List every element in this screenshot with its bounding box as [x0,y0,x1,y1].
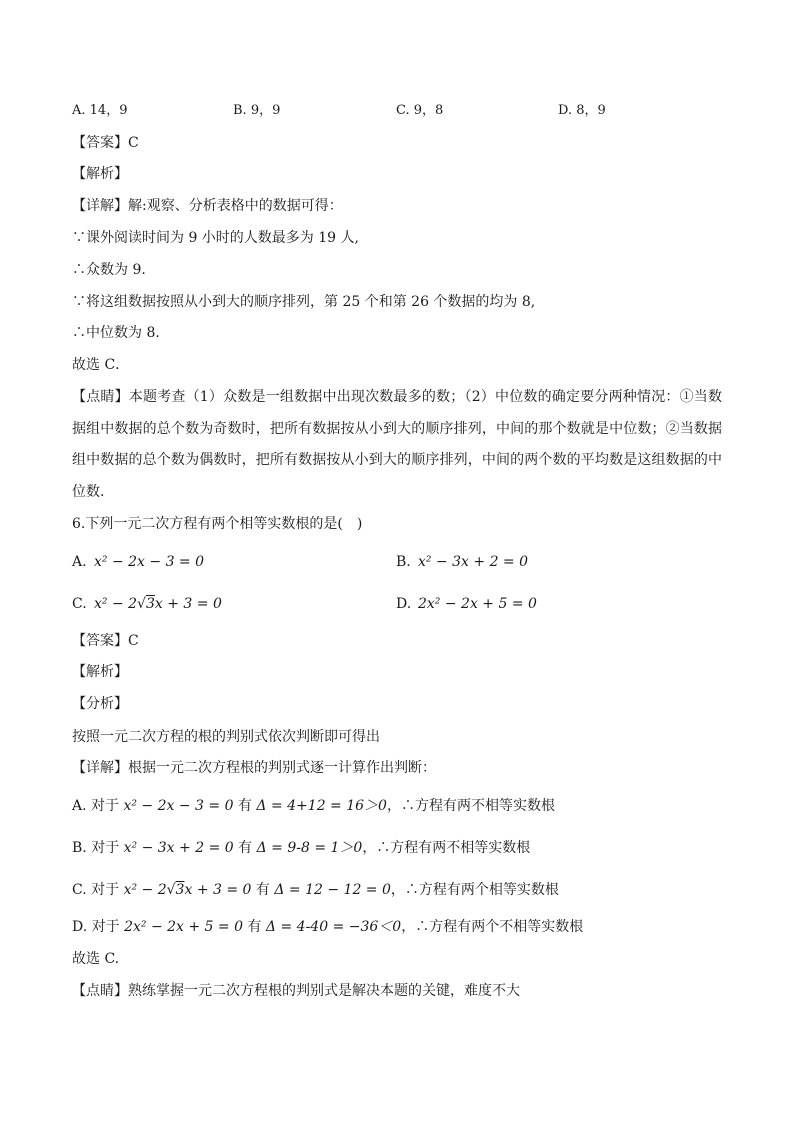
q6-option-b-eq: x² − 3x + 2 = 0 [418,554,529,570]
q6-detail-b-mid: 有 [233,840,257,856]
q6-option-d-eq: 2x² − 2x + 5 = 0 [418,596,537,612]
q5-line-5: 故选 C． [72,357,130,373]
q6-detail-d-delta: Δ = 4-40 = −36＜0 [265,919,402,935]
q6-answer: 【答案】C [72,633,139,649]
q6-detail-a-eq: x² − 2x − 3 = 0 [123,798,234,814]
q5-line-1: ∵课外阅读时间为 9 小时的人数最多为 19 人, [72,230,359,246]
q5-option-c: C. 9，8 [396,103,444,118]
q6-detail-d-mid: 有 [243,919,266,935]
q6-detail-a-delta: Δ = 4+12 = 16＞0 [256,798,387,814]
q6-detail-a-prefix: A. 对于 [72,798,124,814]
q6-option-c-eq: x² − 2√3x + 3 = 0 [94,596,222,612]
q5-comment: 【点睛】本题考查（1）众数是一组数据中出现次数最多的数；（2）中位数的确定要分两种情况：①当数据组中数据的总个数为奇数时，把所有数据按从小到大的顺序排列，中间的那个数就是中位数；②当数据组中数据的总个数为偶数时，把所有数据按从小到大的顺序排列，中间的两个数的平均数是这组数据的中位数. [72,389,722,500]
q6-comment: 【点睛】熟练掌握一元二次方程根的判别式是解决本题的关键，难度不大 [72,983,520,999]
q6-analysis: 按照一元二次方程的根的判别式依次判断即可得出 [72,729,380,745]
q6-options-row-1 [72,552,732,572]
q6-detail-b-prefix: B. 对于 [72,840,124,856]
q6-jiexi: 【解析】 [72,664,128,680]
q5-detail-heading: 【详解】解:观察、分析表格中的数据可得： [72,198,343,214]
q6-detail-c-eq-pre: x² − 2 [123,882,167,898]
q5-option-a: A. 14，9 [72,103,128,118]
q6-detail-b-tail: ，∴方程有两不相等实数根 [362,840,531,856]
q6-detail-b-eq: x² − 3x + 2 = 0 [123,840,234,856]
q5-answer: 【答案】C [72,135,139,151]
q6-detail-b-delta: Δ = 9-8 = 1＞0 [256,840,363,856]
q5-jiexi: 【解析】 [72,166,128,182]
q6-detail-d-prefix: D. 对于 [72,919,125,935]
q6-option-c-letter: C. [72,596,87,612]
q6-detail-c-delta: Δ = 12 − 12 = 0 [274,882,391,898]
q6-detail-c-mid: 有 [251,882,275,898]
q6-option-d-letter: D. [396,596,412,612]
q6-detail-c-tail: ，∴方程有两个相等实数根 [390,882,559,898]
q6-detail-a-tail: ，∴方程有两不相等实数根 [386,798,555,814]
q6-conclusion: 故选 C. [72,951,120,967]
q6-detail-c-eq: x² − 2√3x + 3 = 0 [123,882,252,898]
q6-option-c-eq-rad: 3 [145,596,155,612]
q5-line-4: ∴中位数为 8. [72,325,160,341]
q6-option-b-letter: B. [396,554,411,570]
q6-detail-a-mid: 有 [233,798,257,814]
q6-detail-b [72,838,530,858]
q6-option-a-eq: x² − 2x − 3 = 0 [94,554,205,570]
q6-fenxi: 【分析】 [72,696,128,712]
q6-option-a-letter: A. [72,554,87,570]
q5-line-2: ∴众数为 9. [72,262,146,278]
q6-detail-a [72,796,555,816]
q6-option-c-eq-post: x + 3 = 0 [154,596,222,612]
q6-detail-c-eq-post: x + 3 = 0 [184,882,252,898]
q6-option-c-eq-pre: x² − 2 [94,596,138,612]
q5-option-b: B. 9，9 [233,103,281,118]
q6-options-row-2 [72,594,732,614]
q6-detail-d-tail: ，∴方程有两个不相等实数根 [401,919,584,935]
q5-option-d: D. 8，9 [558,103,606,118]
q6-detail-c-eq-rad: 3 [175,882,185,898]
q6-detail-d [72,917,583,937]
q6-detail-heading: 【详解】根据一元二次方程根的判别式逐一计算作出判断： [72,760,436,776]
q5-options [72,101,732,121]
q5-line-3: ∵将这组数据按照从小到大的顺序排列，第 25 个和第 26 个数据的均为 8, [72,294,536,310]
q6-detail-c [72,880,559,900]
q6-stem: 6.下列一元二次方程有两个相等实数根的是( ) [72,516,363,532]
q6-detail-d-eq: 2x² − 2x + 5 = 0 [124,919,244,935]
q6-detail-c-prefix: C. 对于 [72,882,124,898]
